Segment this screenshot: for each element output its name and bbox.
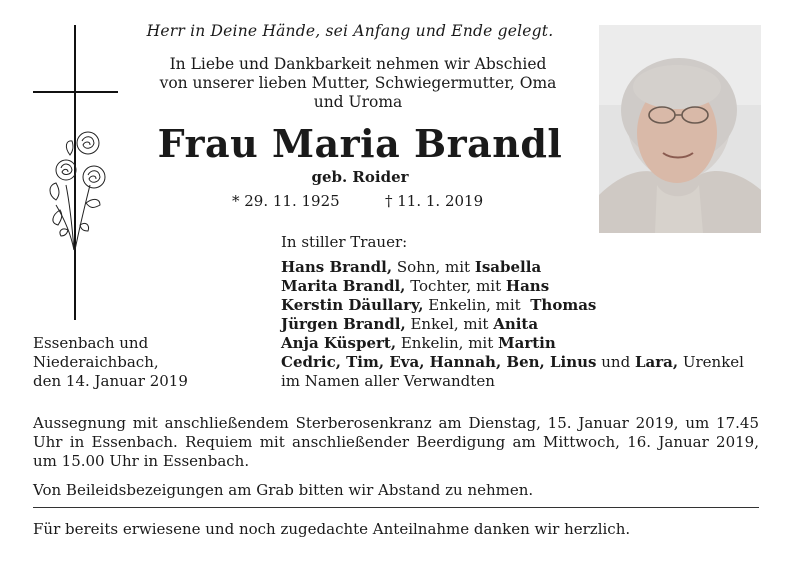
list-item bbox=[281, 315, 744, 334]
great-grandchildren-line bbox=[281, 353, 744, 372]
intro-line: und Uroma bbox=[313, 93, 403, 111]
list-item bbox=[281, 277, 744, 296]
mourner-name: Jürgen Brandl, bbox=[281, 315, 406, 333]
conjunction: und bbox=[596, 353, 635, 371]
mourner-relation: Enkelin, mit bbox=[396, 334, 499, 352]
mourner-partner: Martin bbox=[498, 334, 556, 352]
list-item bbox=[281, 258, 744, 277]
mourning-heading: In stiller Trauer: bbox=[281, 233, 408, 251]
cross-with-roses-icon bbox=[30, 25, 120, 325]
great-grandchild-last: Lara, bbox=[634, 353, 679, 371]
mourner-relation: Sohn, mit bbox=[392, 258, 475, 276]
condolence-note: Von Beileidsbezeigungen am Grab bitten wir Abstand zu nehmen. bbox=[33, 481, 534, 499]
mourner-relation: Enkel, mit bbox=[405, 315, 494, 333]
mourner-name: Marita Brandl, bbox=[281, 277, 406, 295]
mourner-partner: Thomas bbox=[530, 296, 597, 314]
mourner-relation: Enkelin, mit bbox=[423, 296, 531, 314]
place-line: Essenbach und bbox=[33, 334, 149, 352]
intro-line: von unserer lieben Mutter, Schwiegermutter, Oma bbox=[159, 74, 557, 92]
mourner-name: Hans Brandl, bbox=[281, 258, 393, 276]
mourner-name: Kerstin Däullary, bbox=[281, 296, 424, 314]
portrait-photo bbox=[599, 25, 761, 233]
place-line: Niederaichbach, bbox=[33, 353, 159, 371]
great-grandchildren-label: Urenkel bbox=[678, 353, 744, 371]
list-item bbox=[281, 334, 744, 353]
great-grandchildren-names: Cedric, Tim, Eva, Hannah, Ben, Linus bbox=[281, 353, 597, 371]
divider bbox=[33, 507, 759, 508]
death-date: † 11. 1. 2019 bbox=[385, 192, 484, 210]
mourning-closing: im Namen aller Verwandten bbox=[281, 372, 495, 390]
mourners-list bbox=[281, 258, 744, 391]
mourner-partner: Hans bbox=[505, 277, 550, 295]
maiden-name: geb. Roider bbox=[311, 168, 409, 186]
intro-text bbox=[128, 55, 588, 112]
list-item bbox=[281, 296, 744, 315]
thanks-note: Für bereits erwiesene und noch zugedachte Anteilnahme danken wir herzlich. bbox=[33, 520, 631, 538]
mourner-relation: Tochter, mit bbox=[405, 277, 506, 295]
date-line: den 14. Januar 2019 bbox=[33, 372, 188, 390]
mourner-partner: Anita bbox=[493, 315, 539, 333]
mourner-partner: Isabella bbox=[474, 258, 542, 276]
funeral-details: Aussegnung mit anschließendem Sterberosenkranz am Dienstag, 15. Januar 2019, um 17.45 Uhr in Essenbach. Requiem mit anschließender Beerdigung am Mittwoch, 16. Januar 2019, um 15.00 Uhr in Essenbach. bbox=[33, 414, 759, 470]
deceased-name: Frau Maria Brandl bbox=[157, 121, 563, 166]
motto: Herr in Deine Hände, sei Anfang und Ende gelegt. bbox=[146, 22, 554, 40]
mourner-name: Anja Küspert, bbox=[281, 334, 397, 352]
intro-line: In Liebe und Dankbarkeit nehmen wir Abschied bbox=[169, 55, 547, 73]
birth-date: * 29. 11. 1925 bbox=[232, 192, 340, 210]
place-and-date bbox=[33, 334, 188, 391]
